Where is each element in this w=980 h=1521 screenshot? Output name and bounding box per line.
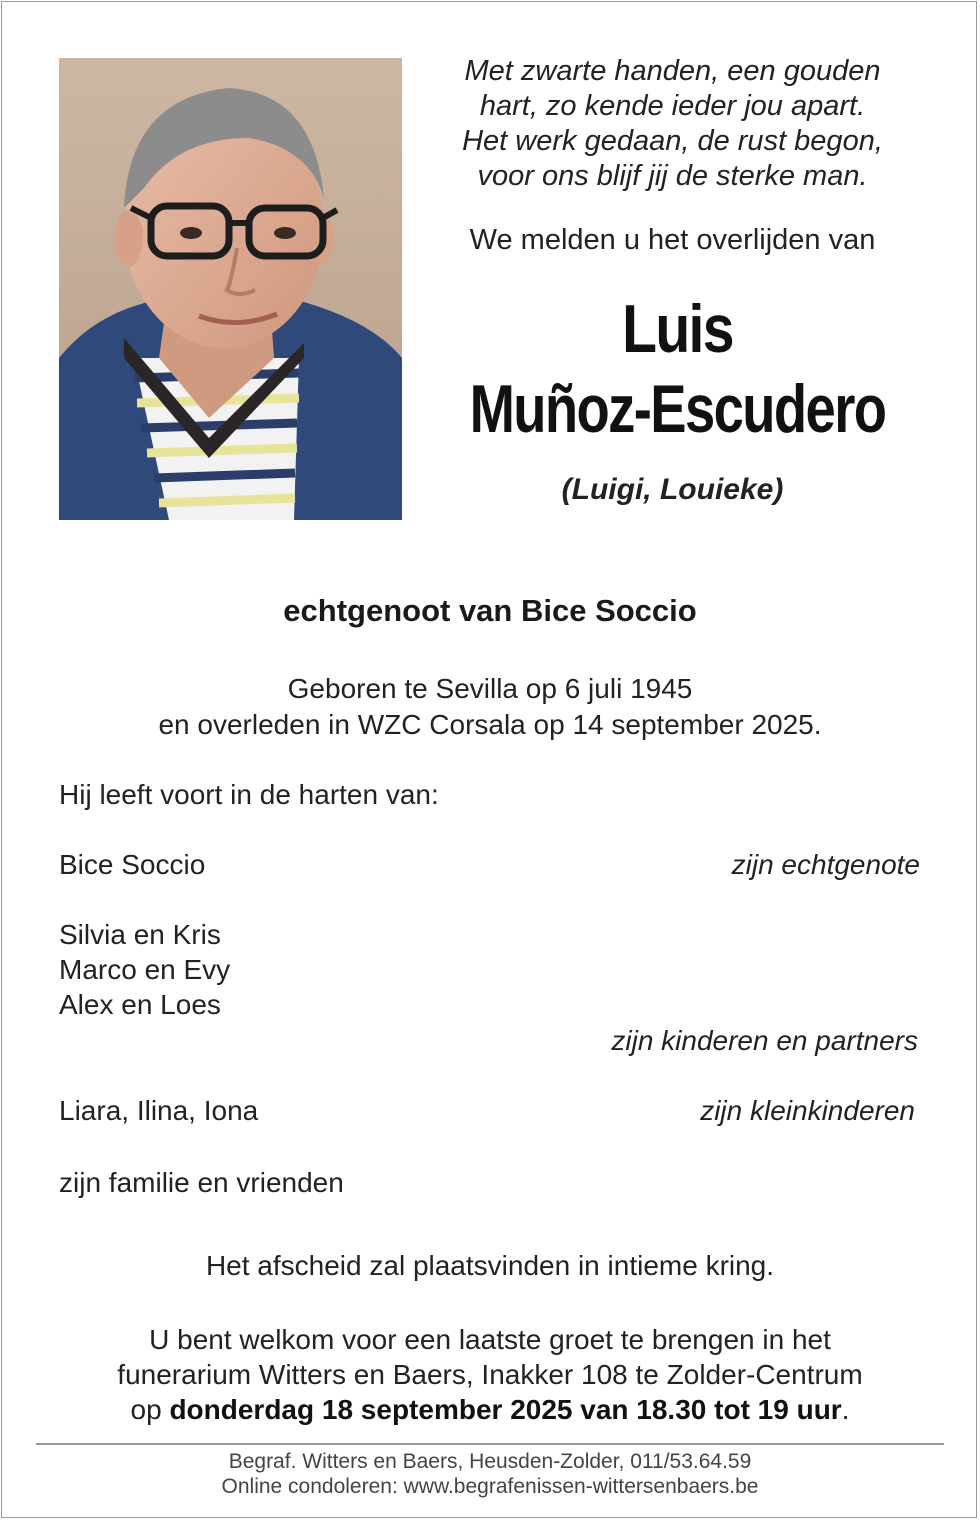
grandchildren-names: Liara, Ilina, Iona bbox=[59, 1095, 259, 1126]
spouse-name: Bice Soccio bbox=[59, 849, 206, 880]
footer-divider bbox=[36, 1443, 944, 1445]
child-name: Silvia en Kris bbox=[59, 919, 221, 950]
visitation-line: U bent welkom voor een laatste groet te brengen in het bbox=[149, 1324, 831, 1355]
child-name: Marco en Evy bbox=[59, 954, 231, 985]
death-line: en overleden in WZC Corsala op 14 september 2025. bbox=[158, 709, 822, 740]
poem bbox=[420, 54, 925, 194]
family-and-friends: zijn familie en vrienden bbox=[59, 1167, 344, 1198]
deceased-nicknames: (Luigi, Louieke) bbox=[561, 473, 784, 506]
child-name: Alex en Loes bbox=[59, 989, 221, 1020]
visitation-line: funerarium Witters en Baers, Inakker 108 te Zolder-Centrum bbox=[117, 1359, 863, 1390]
poem-line: voor ons blijf jij de sterke man. bbox=[477, 160, 868, 192]
undertaker-contact: Begraf. Witters en Baers, Heusden-Zolder, 011/53.64.59 bbox=[228, 1450, 752, 1473]
visitation-suffix: . bbox=[841, 1394, 850, 1425]
poem-line: Het werk gedaan, de rust begon, bbox=[462, 125, 883, 157]
grandchildren-relation: zijn kleinkinderen bbox=[700, 1095, 915, 1126]
deceased-first-name: Luis bbox=[622, 291, 733, 367]
poem-line: Met zwarte handen, een gouden bbox=[464, 55, 881, 87]
announcement: We melden u het overlijden van bbox=[469, 224, 876, 256]
online-condolence-link[interactable]: Online condoleren: www.begrafenissen-wittersenbaers.be bbox=[221, 1475, 759, 1498]
footer bbox=[0, 1449, 980, 1499]
poem-line: hart, zo kende ieder jou apart. bbox=[479, 90, 866, 122]
survivors-intro: Hij leeft voort in de harten van: bbox=[59, 779, 439, 810]
visitation-info bbox=[0, 1322, 980, 1427]
portrait-photo bbox=[59, 58, 402, 520]
farewell-notice: Het afscheid zal plaatsvinden in intieme kring. bbox=[205, 1250, 775, 1281]
visitation-prefix: op bbox=[130, 1394, 162, 1425]
spouse-line: echtgenoot van Bice Soccio bbox=[283, 593, 697, 628]
visitation-date-time: donderdag 18 september 2025 van 18.30 tot 19 uur bbox=[169, 1394, 842, 1425]
birth-line: Geboren te Sevilla op 6 juli 1945 bbox=[287, 673, 693, 704]
children-relation: zijn kinderen en partners bbox=[611, 1025, 918, 1056]
deceased-last-name: Muñoz-Escudero bbox=[469, 371, 886, 447]
birth-death-info bbox=[0, 671, 980, 743]
spouse-relation: zijn echtgenote bbox=[731, 849, 920, 880]
visitation-time-line bbox=[0, 1392, 980, 1427]
